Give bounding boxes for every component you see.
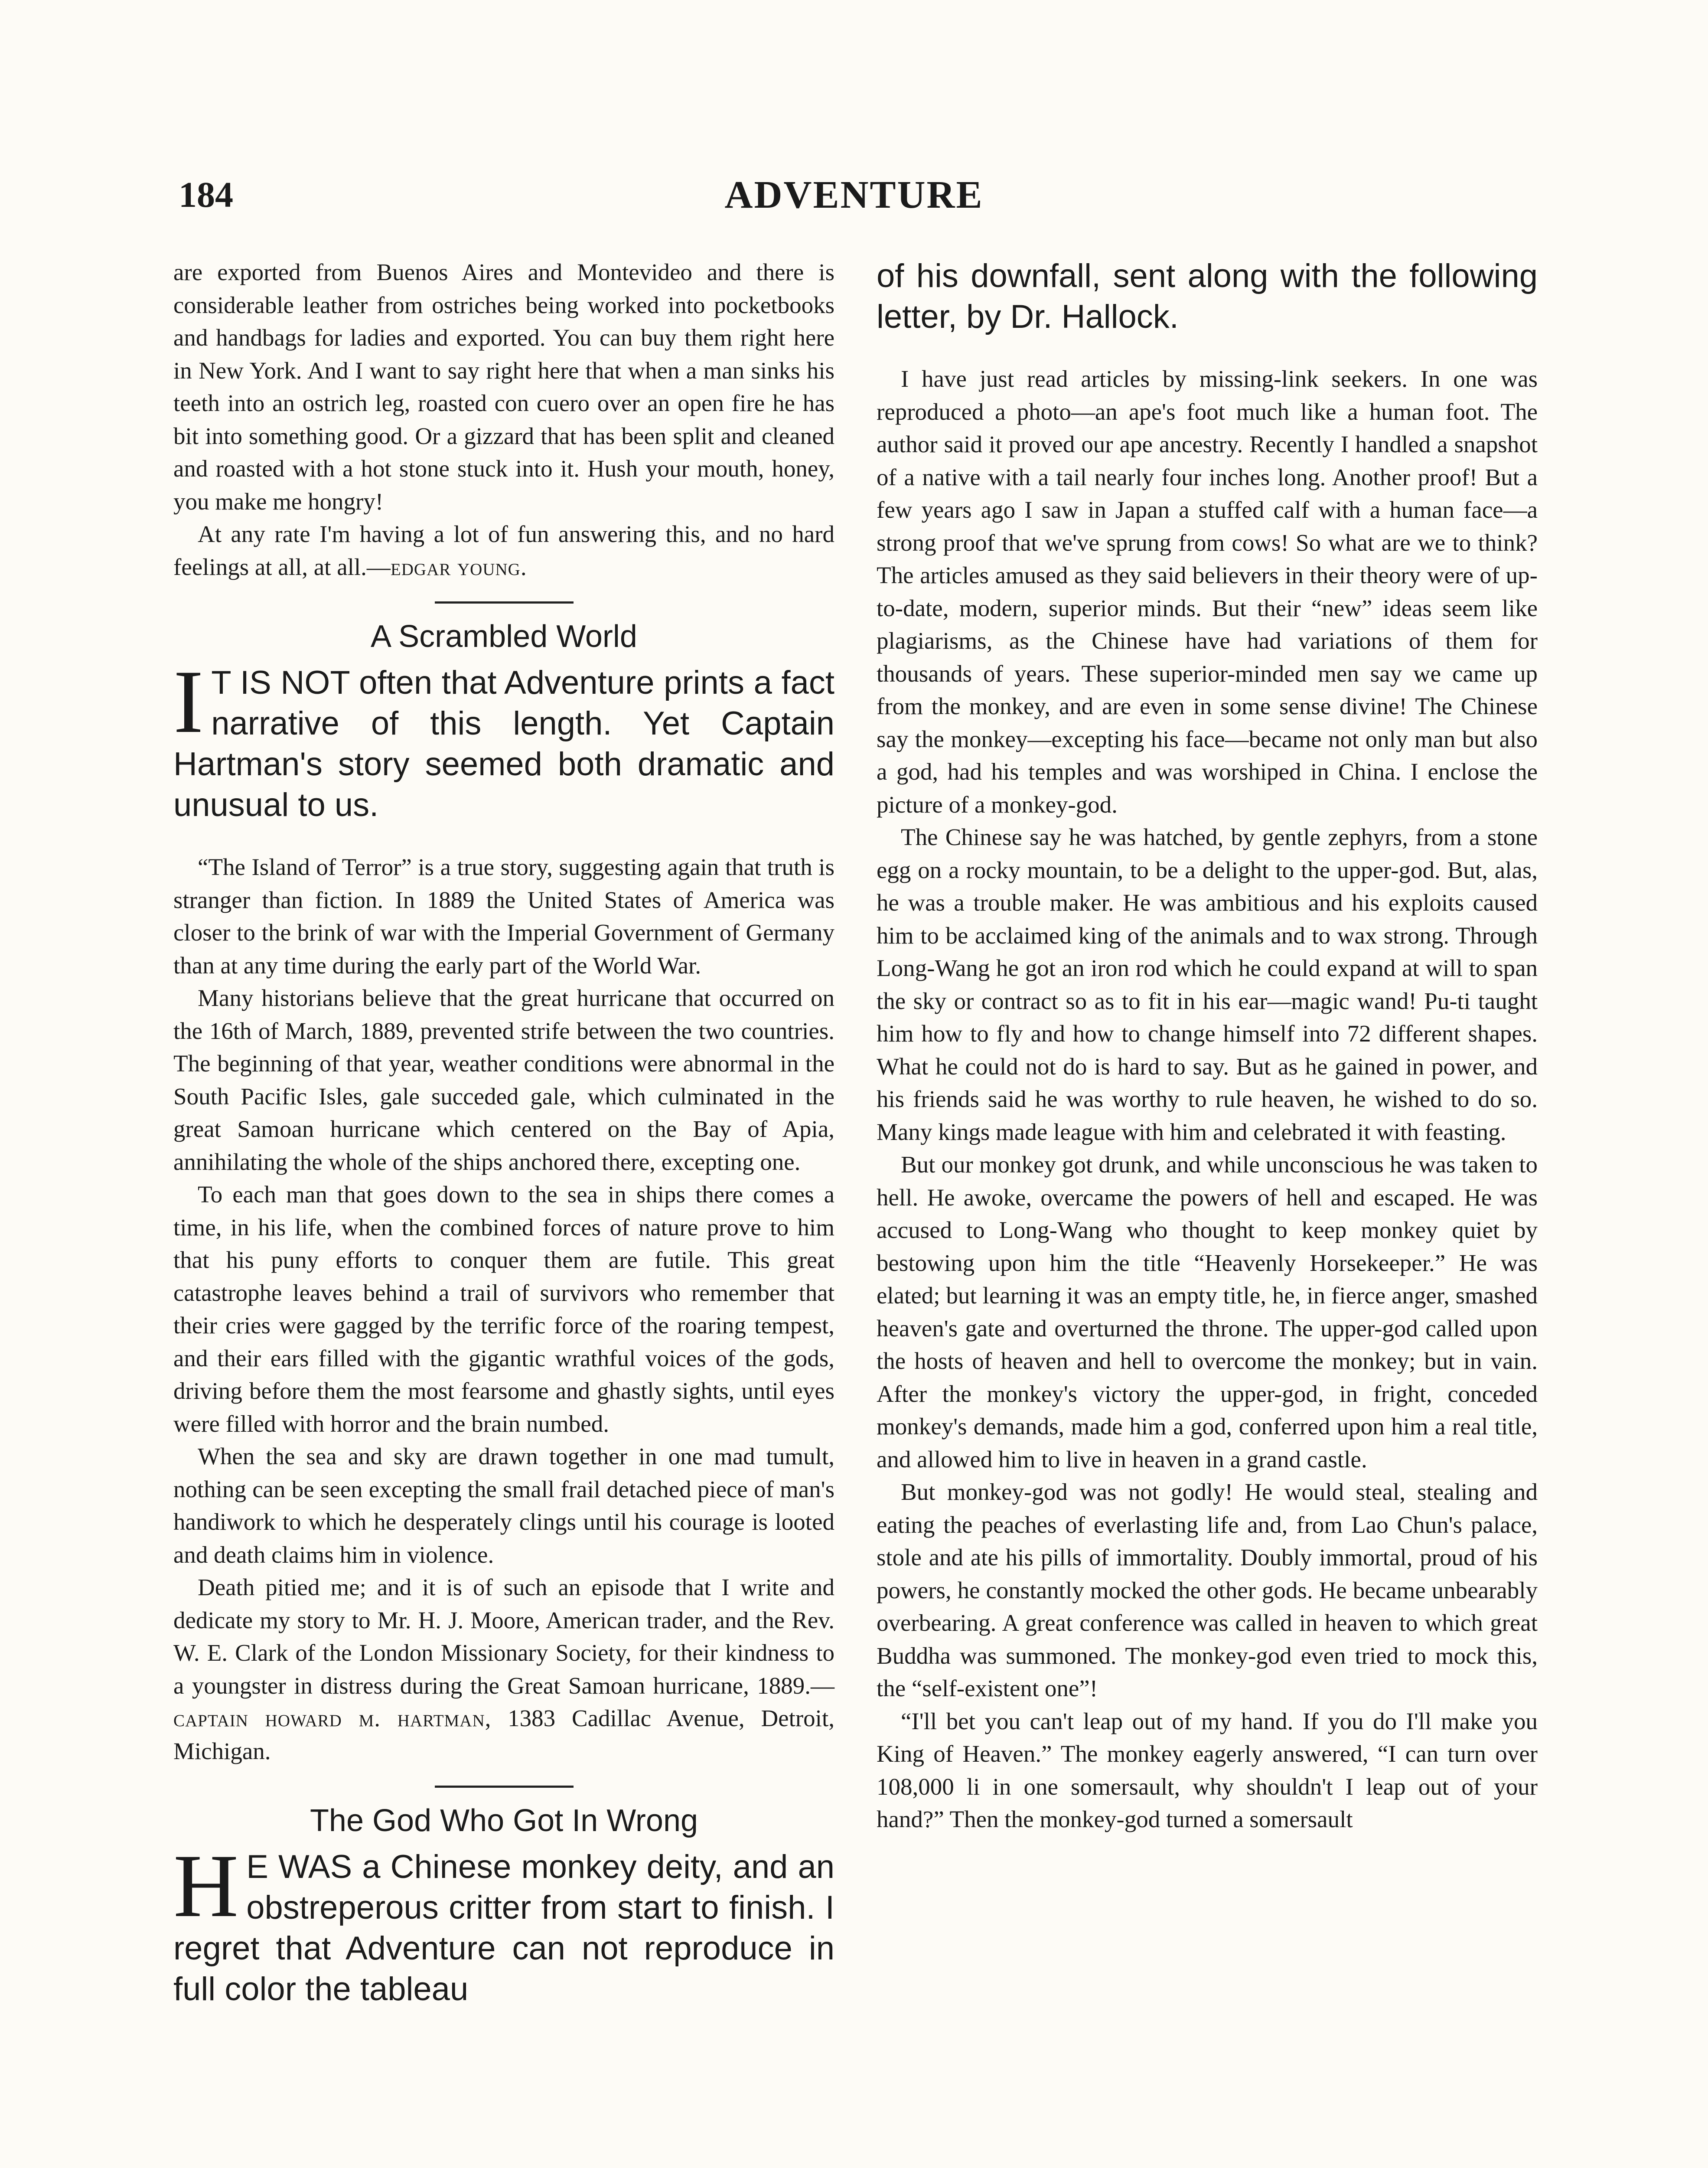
paragraph: “The Island of Terror” is a true story, suggesting again that truth is stranger than fiction. In 1889 the United States of America was closer to the brink of war with the Imperial Government of Germany than at any time during the early part of the World War. <box>173 854 834 979</box>
intro-text: T IS NOT often that Adventure prints a fact narrative of this length. Yet Captain Hartman's story seemed both dramatic and unusual to us. <box>173 664 834 823</box>
drop-cap: I <box>173 652 204 751</box>
paragraph: are exported from Buenos Aires and Montevideo and there is considerable leather from ostriches being worked into pocketbooks and handbags for ladies and exported. You can buy them right here in New York. And I want to say right here that when a man sinks his teeth into an ostrich leg, roasted con cuero over an open fire he has bit into something good. Or a gizzard that has been split and cleaned and roasted with a hot stone stuck into it. Hush your mouth, honey, you make me hongry! <box>173 259 834 515</box>
paragraph: I have just read articles by missing-link seekers. In one was reproduced a photo—an ape's foot much like a human foot. The author said it proved our ape ancestry. Recently I handled a snapshot of a native with a tail nearly four inches long. Another proof! But a few years ago I saw in Japan a stuffed calf with a human face—a strong proof that we've sprung from cows! So what are we to think? The articles amused as they said believers in their theory were of up-to-date, modern, superior minds. But their “new” ideas seem like plagiarisms, as the Chinese have had variations of them for thousands of years. These superior-minded men say we came up from the monkey, and are even in some sense divine! The Chinese say the monkey—excepting his face—became not only man but also a god, had his temples and was worshiped in China. I enclose the picture of a monkey-god. <box>877 366 1538 818</box>
author-signature: edgar young. <box>390 553 527 580</box>
paragraph: To each man that goes down to the sea in ships there comes a time, in his life, when the combined forces of nature prove to him that his puny efforts to conquer them are futile. This great catastrophe leaves behind a trail of survivors who remember that their cries were gagged by the terrific force of the roaring tempest, and their ears filled with the gigantic wrathful voices of the gods, driving before them the most fearsome and ghastly sights, until eyes were filled with horror and the brain numbed. <box>173 1181 834 1437</box>
author-address: 1383 Cadillac Avenue, Detroit, Michigan. <box>173 1705 834 1764</box>
paragraph <box>173 1571 834 1767</box>
paragraph: When the sea and sky are drawn together in one mad tumult, nothing can be seen excepting the small frail detached piece of man's handiwork to which he desperately clings until his courage is looted and death claims him in violence. <box>173 1443 834 1568</box>
paragraph: But monkey-god was not godly! He would steal, stealing and eating the peaches of everlasting life and, from Lao Chun's palace, stole and ate his pills of immortality. Doubly immortal, proud of his powers, he constantly mocked the other gods. He became unbearably overbearing. A great conference was called in heaven to which great Buddha was summoned. The monkey-god even tried to mock this, the “self-existent one”! <box>877 1479 1538 1701</box>
author-signature: captain howard m. hartman, <box>173 1705 492 1731</box>
left-body <box>173 256 834 583</box>
paragraph: Many historians believe that the great hurricane that occurred on the 16th of March, 1889, prevented strife between the two countries. The beginning of that year, weather conditions were abnormal in the South Pacific Isles, gale succeded gale, which culminated in the great Samoan hurricane which centered on the Bay of Apia, annihilating the whole of the ships anchored there, excepting one. <box>173 985 834 1175</box>
section-intro <box>173 652 834 826</box>
running-head: ADVENTURE <box>724 173 984 216</box>
section-body <box>173 851 834 1767</box>
paragraph <box>173 518 834 583</box>
page-number: 184 <box>179 175 233 215</box>
drop-cap: H <box>173 1836 239 1936</box>
left-column <box>173 256 834 2010</box>
section-title: A Scrambled World <box>371 619 637 654</box>
paragraph: But our monkey got drunk, and while unconscious he was taken to hell. He awoke, overcame the powers of hell and escaped. He was accused to Long-Wang who thought to keep monkey quiet by bestowing upon him the title “Heavenly Horsekeeper.” He was elated; but learning it was an empty title, he, in fierce anger, smashed heaven's gate and overturned the throne. The upper-god called upon the hosts of heaven and hell to overcome the monkey; but in vain. After the monkey's victory the upper-god, in fright, conceded monkey's demands, made him a god, conferred upon him a real title, and allowed him to live in heaven in a grand castle. <box>877 1151 1538 1473</box>
paragraph: “I'll bet you can't leap out of my hand. If you do I'll make you King of Heaven.” The monkey eagerly answered, “I can turn over 108,000 li in one somersault, why shouldn't I leap out of your hand?” Then the monkey-god turned a somersault <box>877 1708 1538 1832</box>
right-body <box>877 362 1538 1836</box>
intro-text: E WAS a Chinese monkey deity, and an obstreperous critter from start to finish. I regret that Adventure can not reproduce in full color the tableau <box>173 1848 834 2008</box>
section-divider <box>435 601 574 604</box>
paragraph-text: Death pitied me; and it is of such an episode that I write and dedicate my story to Mr. H. J. Moore, American trader, and the Rev. W. E. Clark of the London Missionary Society, for their kindness to a youngster in distress during the Great Samoan hurricane, 1889.— <box>173 1574 834 1699</box>
paragraph: The Chinese say he was hatched, by gentle zephyrs, from a stone egg on a rocky mountain, to be a delight to the upper-god. But, alas, he was a trouble maker. He was ambitious and his exploits caused him to be acclaimed king of the animals and to wax strong. Through Long-Wang he got an iron rod which he could expand at will to span the sky or contract so as to fit in his ear—magic wand! Pu-ti taught him how to fly and how to change himself into 72 different shapes. What he could not do is hard to say. But as he gained in power, and his friends said he was worthy to rule heaven, he wished to do so. Many kings made league with him and celebrated it with feasting. <box>877 824 1538 1145</box>
section-intro <box>173 1836 834 2010</box>
section-intro-continued: of his downfall, sent along with the following letter, by Dr. Hallock. <box>877 258 1538 335</box>
section-title: The God Who Got In Wrong <box>310 1803 698 1838</box>
right-column <box>877 256 1538 1836</box>
section-divider <box>435 1786 574 1788</box>
paragraph-text: At any rate I'm having a lot of fun answering this, and no hard feelings at all, at all.— <box>173 521 834 580</box>
